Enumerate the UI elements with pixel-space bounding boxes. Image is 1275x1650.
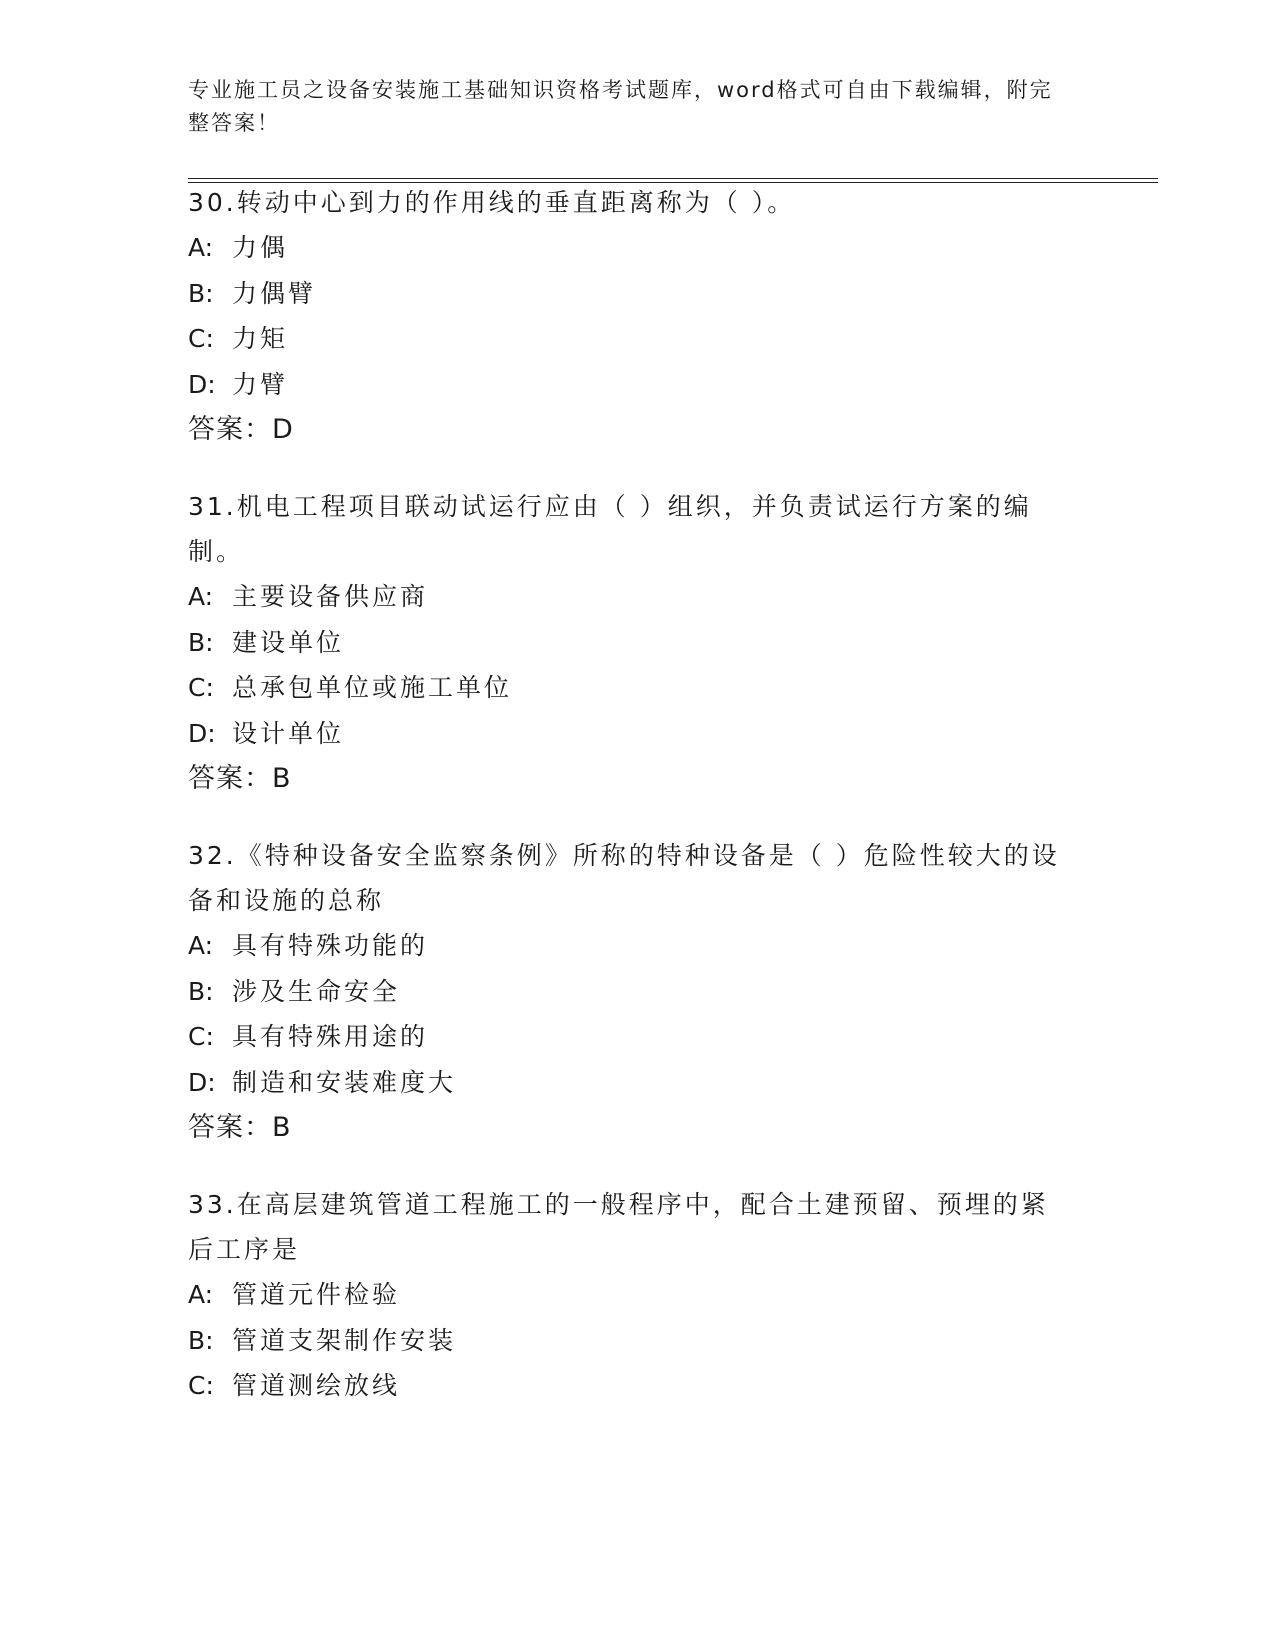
option-b	[188, 620, 1068, 666]
option-c	[188, 316, 1068, 362]
question-stem: 30.转动中心到力的作用线的垂直距离称为（ ）。	[188, 188, 796, 217]
answer-line	[188, 407, 1068, 453]
option-key: D:	[188, 1067, 216, 1097]
option-key: C:	[188, 324, 214, 354]
question-stem: 31.机电工程项目联动试运行应由（ ）组织，并负责试运行方案的编制。	[188, 492, 1032, 566]
question-31	[188, 484, 1068, 802]
option-text: 设计单位	[232, 718, 345, 748]
option-key: B:	[188, 627, 214, 657]
option-a	[188, 1272, 1068, 1318]
option-text: 力矩	[232, 324, 289, 354]
option-key: A:	[188, 1280, 214, 1309]
option-text: 制造和安装难度大	[232, 1067, 457, 1097]
option-key: D:	[188, 369, 216, 399]
option-key: D:	[188, 718, 216, 748]
answer-line	[188, 1105, 1068, 1151]
document-header: 专业施工员之设备安装施工基础知识资格考试题库，word格式可自由下载编辑，附完整答案！	[188, 78, 1053, 135]
question-stem: 32.《特种设备安全监察条例》所称的特种设备是（ ）危险性较大的设备和设施的总称	[188, 841, 1060, 915]
option-text: 管道测绘放线	[232, 1371, 401, 1401]
option-b	[188, 1318, 1068, 1364]
answer-line	[188, 756, 1068, 802]
answer-value: B	[272, 763, 292, 795]
option-c	[188, 665, 1068, 711]
option-c	[188, 1014, 1068, 1060]
option-text: 建设单位	[232, 627, 345, 657]
option-text: 主要设备供应商	[232, 582, 429, 611]
question-stem: 33.在高层建筑管道工程施工的一般程序中，配合土建预留、预埋的紧后工序是	[188, 1190, 1049, 1264]
option-key: B:	[188, 1325, 214, 1355]
option-b	[188, 969, 1068, 1015]
option-text: 力臂	[232, 369, 289, 399]
option-key: C:	[188, 673, 214, 703]
option-key: C:	[188, 1022, 214, 1052]
answer-label: 答案：	[188, 1112, 272, 1144]
option-d	[188, 362, 1068, 408]
option-text: 具有特殊功能的	[232, 931, 429, 960]
option-text: 总承包单位或施工单位	[232, 673, 513, 703]
answer-value: B	[272, 1112, 292, 1144]
option-key: A:	[188, 582, 214, 611]
option-text: 力偶臂	[232, 278, 317, 308]
answer-label: 答案：	[188, 763, 272, 795]
option-text: 管道支架制作安装	[232, 1325, 457, 1355]
option-text: 涉及生命安全	[232, 976, 401, 1006]
option-text: 力偶	[232, 233, 289, 262]
option-d	[188, 1060, 1068, 1106]
answer-label: 答案：	[188, 414, 272, 446]
option-key: A:	[188, 931, 214, 960]
option-c	[188, 1363, 1068, 1409]
option-d	[188, 711, 1068, 757]
question-32	[188, 833, 1068, 1151]
option-a	[188, 225, 1068, 271]
question-33	[188, 1182, 1068, 1409]
option-key: B:	[188, 278, 214, 308]
question-30	[188, 180, 1068, 453]
answer-value: D	[272, 414, 294, 446]
header-divider-top	[188, 178, 1158, 179]
option-a	[188, 923, 1068, 969]
option-key: A:	[188, 233, 214, 262]
option-key: B:	[188, 976, 214, 1006]
option-text: 具有特殊用途的	[232, 1022, 429, 1052]
option-key: C:	[188, 1371, 214, 1401]
option-a	[188, 574, 1068, 620]
option-b	[188, 271, 1068, 317]
option-text: 管道元件检验	[232, 1280, 401, 1309]
